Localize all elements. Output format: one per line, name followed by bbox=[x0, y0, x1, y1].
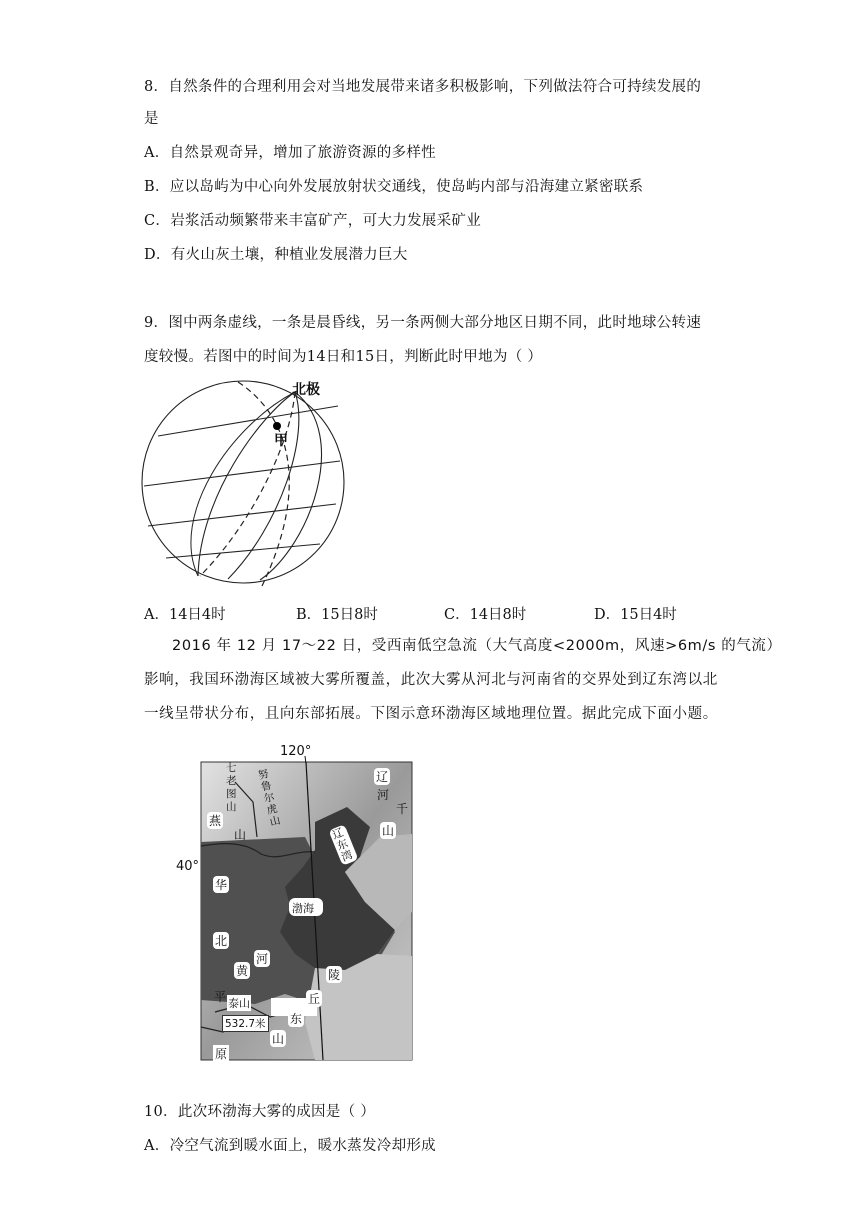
label-hua: 华 bbox=[215, 878, 228, 892]
label-liao: 辽 bbox=[376, 770, 389, 784]
q9-option-a: A．14日4时 bbox=[144, 607, 226, 623]
q9-stem-line1: 9．图中两条虚线，一条是晨昏线，另一条两侧大部分地区日期不同，此时地球公转速 bbox=[144, 315, 702, 331]
label-yuan: 原 bbox=[215, 1047, 228, 1061]
label-bei: 北 bbox=[215, 934, 228, 948]
passage-line1: 2016 年 12 月 17～22 日，受西南低空急流（大气高度<2000m，风速>6m/s 的气流） bbox=[172, 638, 782, 654]
q9-option-d: D．15日4时 bbox=[594, 607, 677, 623]
label-nuluerhu-shan: 努鲁尔虎山 bbox=[256, 767, 282, 829]
label-ling: 陵 bbox=[328, 968, 341, 982]
lon-120-label: 120° bbox=[280, 744, 312, 759]
label-yan-shan: 山 bbox=[234, 828, 247, 842]
dashed-line-2 bbox=[200, 392, 295, 576]
label-qiu: 丘 bbox=[308, 992, 321, 1006]
label-yan: 燕 bbox=[209, 814, 222, 828]
passage-line2: 影响，我国环渤海区域被大雾所覆盖，此次大雾从河北与河南省的交界处到辽东湾以北 bbox=[144, 672, 718, 688]
q8-stem-line1: 8．自然条件的合理利用会对当地发展带来诸多积极影响，下列做法符合可持续发展的 bbox=[144, 79, 702, 95]
label-he: 河 bbox=[256, 952, 269, 966]
q8-option-d: D．有火山灰土壤，种植业发展潜力巨大 bbox=[144, 247, 408, 263]
q10-stem: 10．此次环渤海大雾的成因是（ ） bbox=[144, 1104, 376, 1120]
label-ping: 平 bbox=[214, 990, 227, 1004]
q9-stem-line2: 度较慢。若图中的时间为14日和15日，判断此时甲地为（ ） bbox=[144, 349, 543, 365]
q8-option-b: B．应以岛屿为中心向外发展放射状交通线，使岛屿内部与沿海建立紧密联系 bbox=[144, 179, 644, 195]
q8-option-a: A．自然景观奇异，增加了旅游资源的多样性 bbox=[144, 145, 436, 161]
label-huang: 黄 bbox=[236, 964, 249, 978]
label-liao-he: 河 bbox=[377, 788, 390, 802]
point-jia-label: 甲 bbox=[274, 433, 288, 449]
label-qian: 千 bbox=[396, 802, 409, 816]
label-dong-shan: 山 bbox=[272, 1032, 285, 1046]
globe-figure bbox=[140, 376, 355, 588]
label-elevation: 532.7米 bbox=[222, 1015, 269, 1032]
label-qian-shan: 山 bbox=[382, 824, 395, 838]
label-qilaotu-shan: 七老图山 bbox=[226, 762, 237, 813]
q8-stem-line2: 是 bbox=[144, 111, 159, 127]
q8-option-c: C．岩浆活动频繁带来丰富矿产，可大力发展采矿业 bbox=[144, 213, 481, 229]
point-jia-dot bbox=[273, 422, 281, 430]
north-pole-label: 北极 bbox=[292, 382, 320, 398]
passage-line3: 一线呈带状分布，且向东部拓展。下图示意环渤海区域地理位置。据此完成下面小题。 bbox=[144, 706, 718, 722]
label-dong: 东 bbox=[290, 1012, 303, 1026]
q9-option-c: C．14日8时 bbox=[444, 607, 527, 623]
label-bohai: 渤海 bbox=[292, 902, 314, 915]
label-taishan: 泰山 bbox=[228, 997, 250, 1010]
label-liaodongwan: 辽东湾 bbox=[329, 824, 359, 866]
q9-option-b: B．15日8时 bbox=[296, 607, 378, 623]
lat-40-label: 40° bbox=[176, 859, 200, 874]
q10-option-a: A．冷空气流到暖水面上，暖水蒸发冷却形成 bbox=[144, 1138, 436, 1154]
